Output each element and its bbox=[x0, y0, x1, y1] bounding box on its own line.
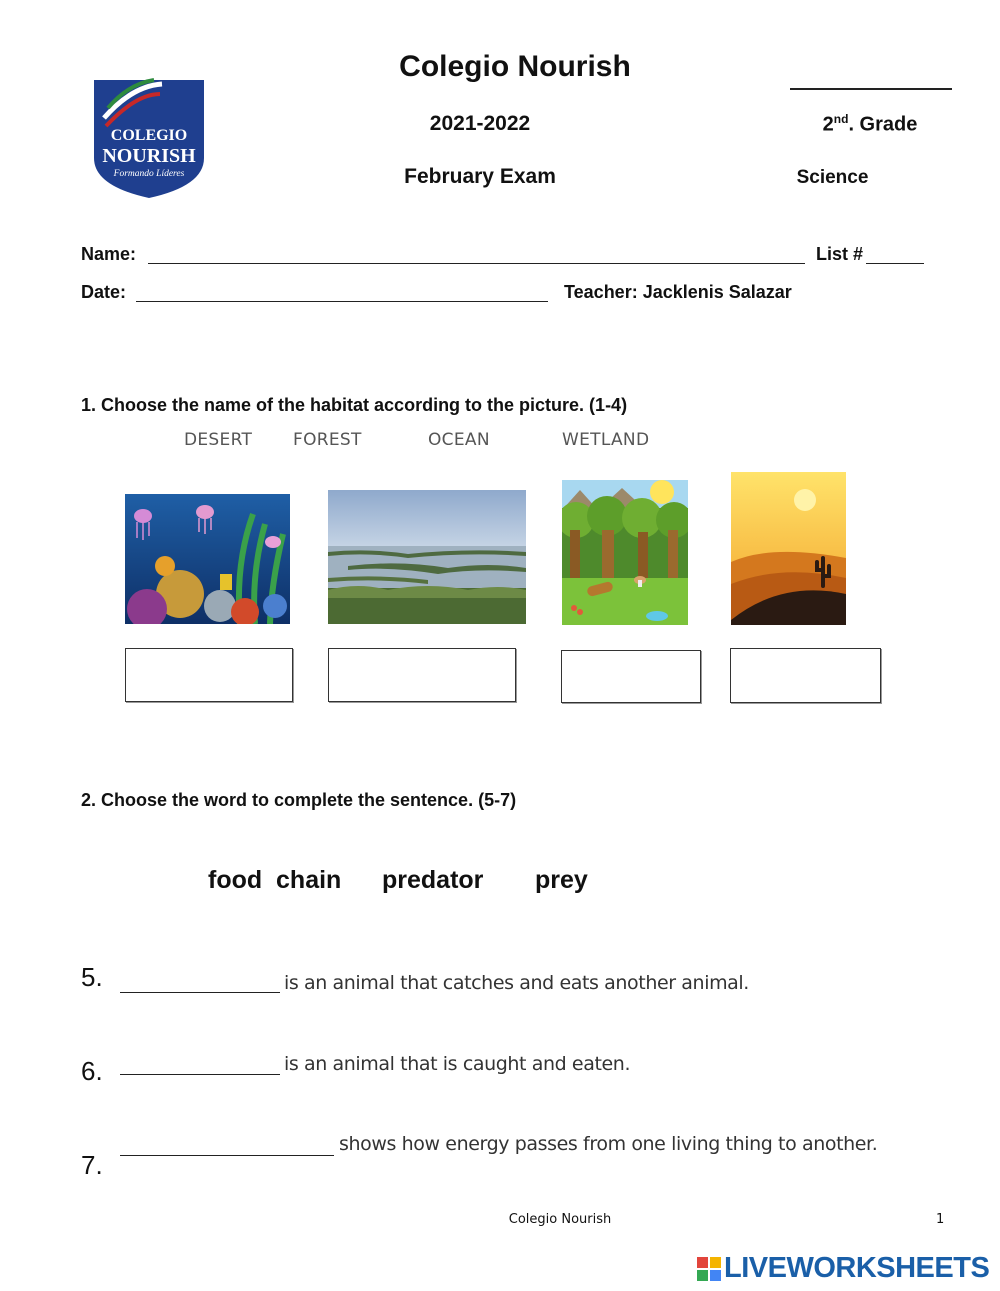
answer-box-2[interactable] bbox=[328, 648, 516, 702]
name-field[interactable] bbox=[148, 263, 805, 264]
date-field[interactable] bbox=[136, 301, 548, 302]
logo-line3: Formando Líderes bbox=[113, 169, 185, 179]
date-label: Date: bbox=[81, 282, 127, 302]
item-5-text: is an animal that catches and eats another animal. bbox=[284, 972, 749, 994]
list-label: List # bbox=[816, 244, 864, 264]
item-6-text: is an animal that is caught and eaten. bbox=[284, 1053, 631, 1075]
item-7-number: 7. bbox=[81, 1150, 103, 1180]
word-food-chain: food chain bbox=[208, 866, 342, 894]
list-number-field[interactable] bbox=[866, 263, 924, 264]
school-year: 2021-2022 bbox=[429, 112, 531, 135]
word-wetland: WETLAND bbox=[562, 430, 650, 450]
logo-line2: NOURISH bbox=[102, 145, 196, 167]
forest-picture bbox=[562, 480, 688, 625]
logo-line1: COLEGIO bbox=[110, 127, 188, 144]
question-2-title: 2. Choose the word to complete the sentence. (5-7) bbox=[81, 790, 517, 810]
subject-label: Science bbox=[796, 167, 869, 188]
page-number: 1 bbox=[936, 1212, 945, 1227]
item-7-blank[interactable] bbox=[120, 1155, 334, 1156]
desert-picture bbox=[731, 472, 846, 625]
word-ocean: OCEAN bbox=[428, 430, 490, 450]
question-1-title: 1. Choose the name of the habitat according to the picture. (1-4) bbox=[81, 395, 628, 415]
word-prey: prey bbox=[535, 866, 588, 894]
item-6-blank[interactable] bbox=[120, 1074, 280, 1075]
grade-label: 2nd. Grade bbox=[822, 112, 918, 136]
name-label: Name: bbox=[81, 244, 137, 264]
wetland-picture bbox=[328, 490, 526, 624]
ocean-picture bbox=[125, 494, 290, 624]
teacher-label: Teacher: Jacklenis Salazar bbox=[564, 282, 792, 302]
word-predator: predator bbox=[382, 866, 484, 894]
item-5-number: 5. bbox=[81, 962, 103, 992]
word-desert: DESERT bbox=[184, 430, 253, 450]
answer-box-3[interactable] bbox=[561, 650, 701, 703]
school-logo bbox=[92, 78, 206, 200]
answer-box-1[interactable] bbox=[125, 648, 293, 702]
item-5-blank[interactable] bbox=[120, 992, 280, 993]
school-title: Colegio Nourish bbox=[399, 50, 631, 83]
liveworksheets-brand[interactable]: LIVEWORKSHEETS bbox=[724, 1252, 990, 1284]
answer-box-4[interactable] bbox=[730, 648, 881, 703]
liveworksheets-logo-icon bbox=[697, 1257, 721, 1281]
score-line[interactable] bbox=[790, 88, 952, 90]
footer-school: Colegio Nourish bbox=[508, 1212, 612, 1227]
item-6-number: 6. bbox=[81, 1056, 103, 1086]
item-7-text: shows how energy passes from one living thing to another. bbox=[339, 1133, 878, 1155]
exam-title: February Exam bbox=[404, 165, 556, 188]
word-forest: FOREST bbox=[293, 430, 362, 450]
